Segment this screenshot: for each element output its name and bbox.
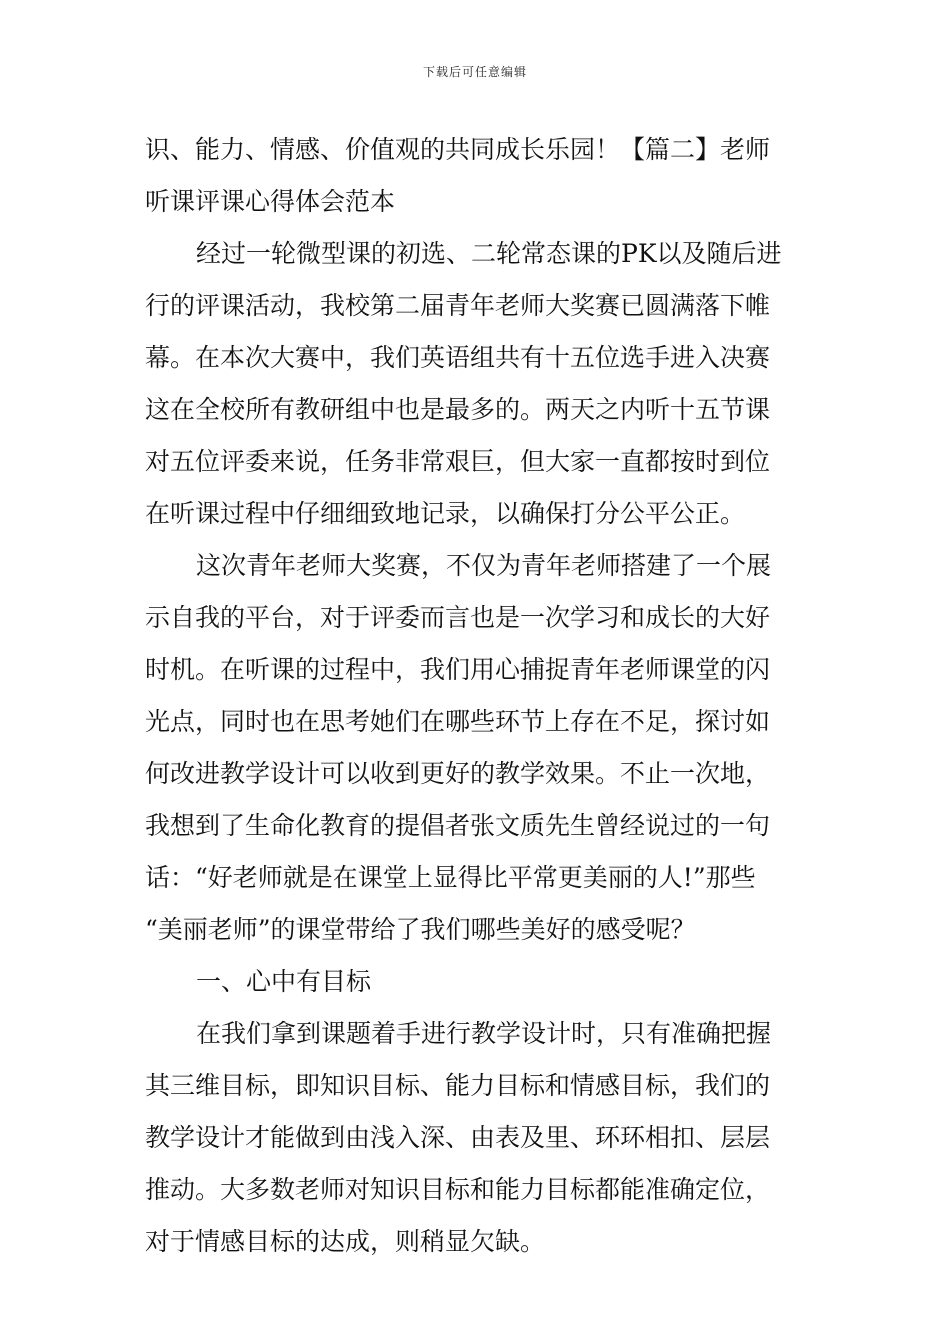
text-line: 听课评课心得体会范本 [145, 187, 396, 216]
text-line: 在听课过程中仔细细致地记录，以确保打分公平公正。 [145, 499, 746, 528]
text-line: “美丽老师”的课堂带给了我们哪些美好的感受呢？ [145, 915, 696, 944]
text-line: 推动。大多数老师对知识目标和能力目标都能准确定位， [145, 1175, 771, 1204]
text-line: 经过一轮微型课的初选、二轮常态课的PK以及随后进 [196, 239, 782, 268]
body-text [145, 124, 810, 1268]
text-line: 我想到了生命化教育的提倡者张文质先生曾经说过的一句 [145, 811, 771, 840]
text-line: 光点，同时也在思考她们在哪些环节上存在不足，探讨如 [145, 707, 771, 736]
text-line: 何改进教学设计可以收到更好的教学效果。不止一次地， [145, 759, 771, 788]
text-line: 其三维目标，即知识目标、能力目标和情感目标，我们的 [145, 1071, 771, 1100]
text-line: 在我们拿到课题着手进行教学设计时，只有准确把握 [196, 1019, 772, 1048]
text-line: 这次青年老师大奖赛，不仅为青年老师搭建了一个展 [196, 551, 772, 580]
text-line: 一、心中有目标 [196, 967, 372, 996]
text-line: 识、能力、情感、价值观的共同成长乐园！【篇二】老师 [145, 135, 771, 164]
text-line: 对于情感目标的达成，则稍显欠缺。 [145, 1227, 546, 1256]
text-line: 时机。在听课的过程中，我们用心捕捉青年老师课堂的闪 [145, 655, 771, 684]
text-line: 话：“好老师就是在课堂上显得比平常更美丽的人!”那些 [145, 863, 756, 892]
text-line: 这在全校所有教研组中也是最多的。两天之内听十五节课 [145, 395, 771, 424]
text-line: 行的评课活动，我校第二届青年老师大奖赛已圆满落下帷 [145, 291, 771, 320]
text-line: 对五位评委来说，任务非常艰巨，但大家一直都按时到位 [145, 447, 771, 476]
text-line: 示自我的平台，对于评委而言也是一次学习和成长的大好 [145, 603, 771, 632]
page-header-note: 下载后可任意编辑 [422, 65, 527, 79]
text-line: 幕。在本次大赛中，我们英语组共有十五位选手进入决赛 [145, 343, 771, 372]
text-line: 教学设计才能做到由浅入深、由表及里、环环相扣、层层 [145, 1123, 771, 1152]
